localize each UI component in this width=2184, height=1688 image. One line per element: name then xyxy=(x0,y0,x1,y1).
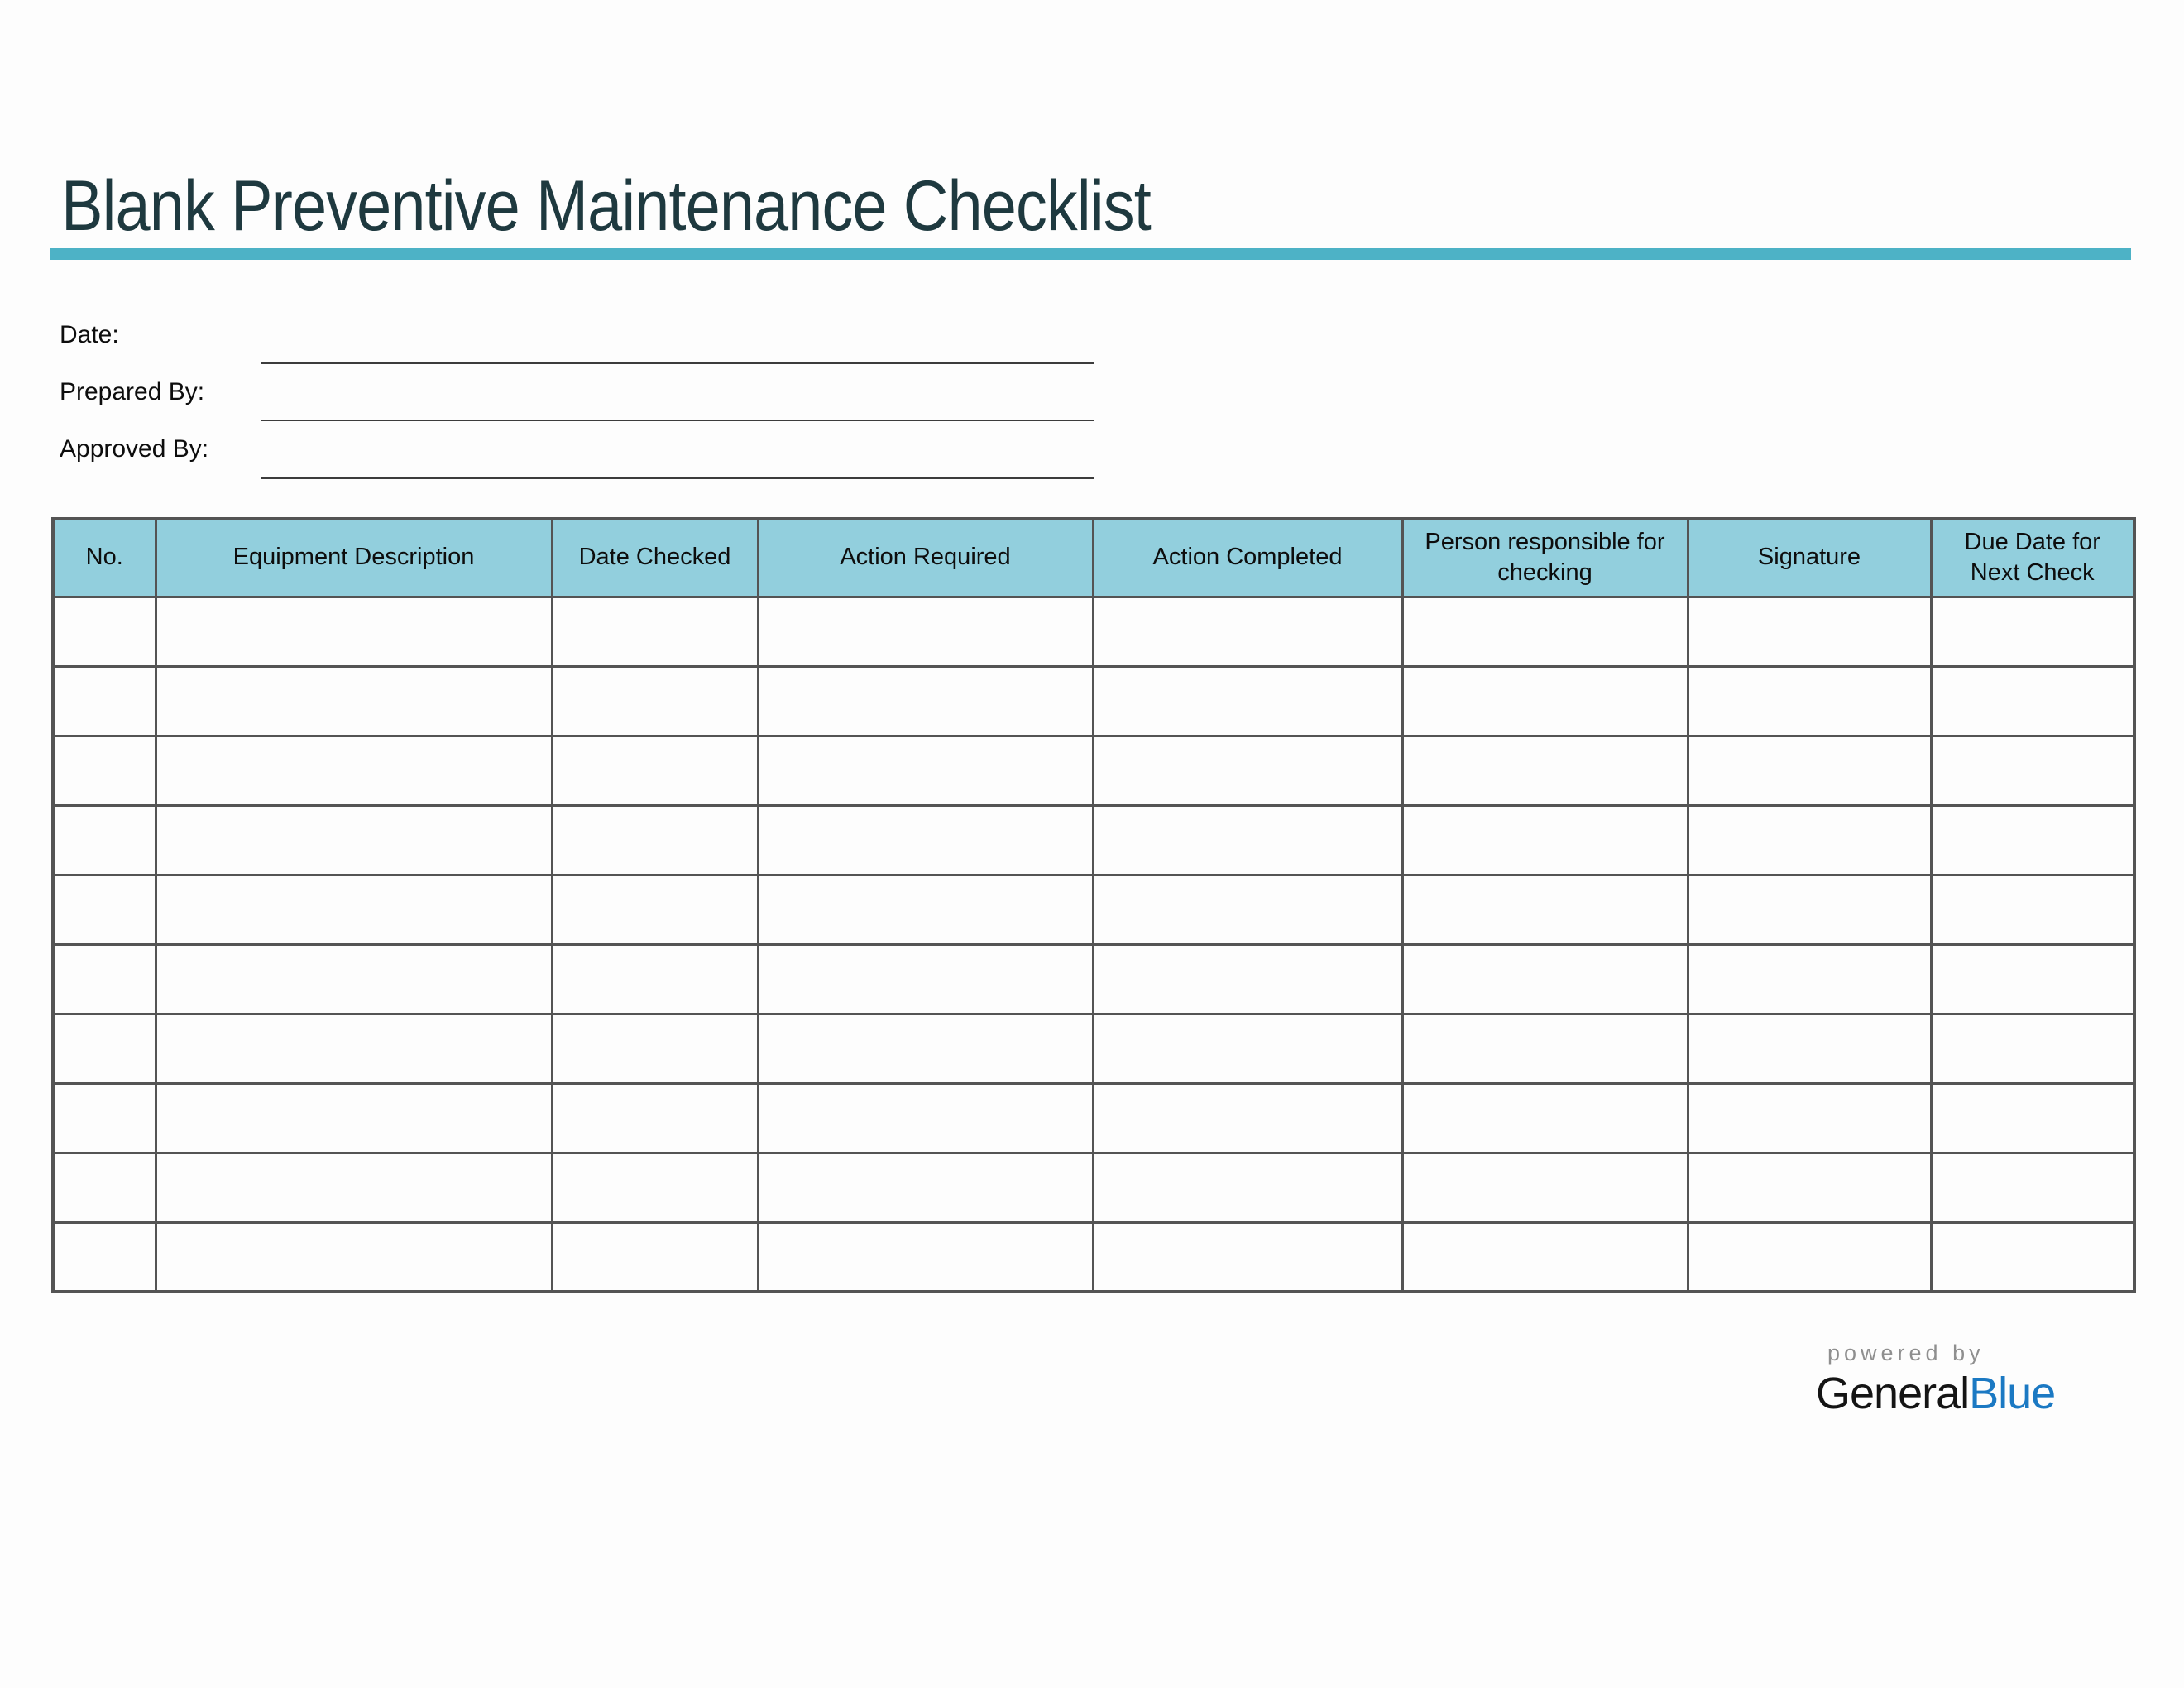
table-cell-due-date-next-check[interactable] xyxy=(1931,1083,2134,1153)
table-cell-date-checked[interactable] xyxy=(552,944,758,1014)
table-cell-action-completed[interactable] xyxy=(1093,944,1402,1014)
table-cell-date-checked[interactable] xyxy=(552,805,758,875)
table-cell-date-checked[interactable] xyxy=(552,1083,758,1153)
table-row xyxy=(53,805,2134,875)
table-cell-action-completed[interactable] xyxy=(1093,736,1402,805)
table-cell-no[interactable] xyxy=(53,1222,156,1292)
table-cell-no[interactable] xyxy=(53,666,156,736)
table-cell-due-date-next-check[interactable] xyxy=(1931,736,2134,805)
table-cell-equipment-description[interactable] xyxy=(156,805,552,875)
table-cell-no[interactable] xyxy=(53,875,156,944)
table-cell-action-required[interactable] xyxy=(758,666,1093,736)
table-cell-date-checked[interactable] xyxy=(552,666,758,736)
table-cell-signature[interactable] xyxy=(1688,1222,1931,1292)
table-cell-signature[interactable] xyxy=(1688,666,1931,736)
table-cell-equipment-description[interactable] xyxy=(156,666,552,736)
table-cell-person-responsible[interactable] xyxy=(1402,1222,1688,1292)
table-cell-equipment-description[interactable] xyxy=(156,944,552,1014)
approved-by-label: Approved By: xyxy=(60,435,209,463)
table-cell-action-completed[interactable] xyxy=(1093,1083,1402,1153)
table-cell-action-completed[interactable] xyxy=(1093,875,1402,944)
table-cell-due-date-next-check[interactable] xyxy=(1931,597,2134,666)
table-cell-no[interactable] xyxy=(53,1153,156,1222)
table-cell-equipment-description[interactable] xyxy=(156,875,552,944)
column-header-due-date-next-check: Due Date for Next Check xyxy=(1931,519,2134,597)
table-cell-person-responsible[interactable] xyxy=(1402,944,1688,1014)
table-cell-action-completed[interactable] xyxy=(1093,597,1402,666)
table-cell-signature[interactable] xyxy=(1688,875,1931,944)
table-cell-equipment-description[interactable] xyxy=(156,597,552,666)
column-header-date-checked: Date Checked xyxy=(552,519,758,597)
date-field-line[interactable] xyxy=(261,362,1094,364)
table-cell-action-required[interactable] xyxy=(758,736,1093,805)
prepared-by-label: Prepared By: xyxy=(60,378,205,405)
brand-general-text: General xyxy=(1816,1369,1970,1418)
table-cell-equipment-description[interactable] xyxy=(156,1153,552,1222)
table-cell-no[interactable] xyxy=(53,597,156,666)
table-cell-person-responsible[interactable] xyxy=(1402,1083,1688,1153)
table-cell-no[interactable] xyxy=(53,736,156,805)
column-header-equipment-description: Equipment Description xyxy=(156,519,552,597)
table-cell-signature[interactable] xyxy=(1688,944,1931,1014)
table-cell-action-completed[interactable] xyxy=(1093,1222,1402,1292)
prepared-by-field-line[interactable] xyxy=(261,420,1094,421)
column-header-action-required: Action Required xyxy=(758,519,1093,597)
table-cell-action-completed[interactable] xyxy=(1093,666,1402,736)
table-cell-due-date-next-check[interactable] xyxy=(1931,805,2134,875)
table-cell-action-required[interactable] xyxy=(758,1222,1093,1292)
table-cell-date-checked[interactable] xyxy=(552,875,758,944)
table-cell-signature[interactable] xyxy=(1688,805,1931,875)
table-row xyxy=(53,597,2134,666)
table-row xyxy=(53,944,2134,1014)
table-cell-person-responsible[interactable] xyxy=(1402,875,1688,944)
brand-blue-text: Blue xyxy=(1969,1369,2056,1418)
table-cell-equipment-description[interactable] xyxy=(156,1083,552,1153)
table-cell-no[interactable] xyxy=(53,1014,156,1083)
table-cell-no[interactable] xyxy=(53,944,156,1014)
table-cell-due-date-next-check[interactable] xyxy=(1931,875,2134,944)
table-cell-person-responsible[interactable] xyxy=(1402,1153,1688,1222)
table-cell-no[interactable] xyxy=(53,805,156,875)
title-accent-rule xyxy=(50,248,2131,260)
table-cell-due-date-next-check[interactable] xyxy=(1931,666,2134,736)
column-header-no: No. xyxy=(53,519,156,597)
table-cell-equipment-description[interactable] xyxy=(156,1014,552,1083)
table-cell-action-completed[interactable] xyxy=(1093,1153,1402,1222)
table-cell-signature[interactable] xyxy=(1688,1153,1931,1222)
table-cell-date-checked[interactable] xyxy=(552,1153,758,1222)
table-cell-no[interactable] xyxy=(53,1083,156,1153)
table-cell-date-checked[interactable] xyxy=(552,1014,758,1083)
table-header xyxy=(53,519,2134,597)
table-cell-person-responsible[interactable] xyxy=(1402,1014,1688,1083)
table-row xyxy=(53,1153,2134,1222)
table-cell-equipment-description[interactable] xyxy=(156,736,552,805)
table-cell-signature[interactable] xyxy=(1688,736,1931,805)
table-cell-action-required[interactable] xyxy=(758,1153,1093,1222)
brand-wordmark xyxy=(1816,1368,2089,1419)
powered-by-label: powered by xyxy=(1827,1340,1985,1365)
table-cell-date-checked[interactable] xyxy=(552,736,758,805)
brand-logo xyxy=(1816,1340,2089,1419)
table-cell-person-responsible[interactable] xyxy=(1402,736,1688,805)
table-row xyxy=(53,736,2134,805)
table-cell-action-required[interactable] xyxy=(758,944,1093,1014)
page-title: Blank Preventive Maintenance Checklist xyxy=(61,166,1151,246)
table-body xyxy=(53,597,2134,1292)
table-cell-action-completed[interactable] xyxy=(1093,1014,1402,1083)
table-row xyxy=(53,1014,2134,1083)
table-row xyxy=(53,1222,2134,1292)
table-cell-signature[interactable] xyxy=(1688,597,1931,666)
table-cell-person-responsible[interactable] xyxy=(1402,666,1688,736)
table-cell-signature[interactable] xyxy=(1688,1014,1931,1083)
table-cell-signature[interactable] xyxy=(1688,1083,1931,1153)
table-header-row xyxy=(53,519,2134,597)
table-cell-due-date-next-check[interactable] xyxy=(1931,1014,2134,1083)
column-header-action-completed: Action Completed xyxy=(1093,519,1402,597)
table-cell-action-completed[interactable] xyxy=(1093,805,1402,875)
table-cell-equipment-description[interactable] xyxy=(156,1222,552,1292)
maintenance-table xyxy=(51,517,2136,1293)
table-row xyxy=(53,1083,2134,1153)
table-row xyxy=(53,875,2134,944)
table-row xyxy=(53,666,2134,736)
column-header-person-responsible: Person responsible for checking xyxy=(1402,519,1688,597)
table-cell-action-required[interactable] xyxy=(758,805,1093,875)
column-header-signature: Signature xyxy=(1688,519,1931,597)
table-cell-due-date-next-check[interactable] xyxy=(1931,1222,2134,1292)
approved-by-field-line[interactable] xyxy=(261,477,1094,479)
table-cell-action-required[interactable] xyxy=(758,1014,1093,1083)
table-cell-person-responsible[interactable] xyxy=(1402,597,1688,666)
date-label: Date: xyxy=(60,321,119,348)
table-cell-person-responsible[interactable] xyxy=(1402,805,1688,875)
table-cell-due-date-next-check[interactable] xyxy=(1931,944,2134,1014)
table-cell-date-checked[interactable] xyxy=(552,1222,758,1292)
table-cell-due-date-next-check[interactable] xyxy=(1931,1153,2134,1222)
table-cell-action-required[interactable] xyxy=(758,1083,1093,1153)
table-cell-action-required[interactable] xyxy=(758,597,1093,666)
table-cell-date-checked[interactable] xyxy=(552,597,758,666)
table-cell-action-required[interactable] xyxy=(758,875,1093,944)
